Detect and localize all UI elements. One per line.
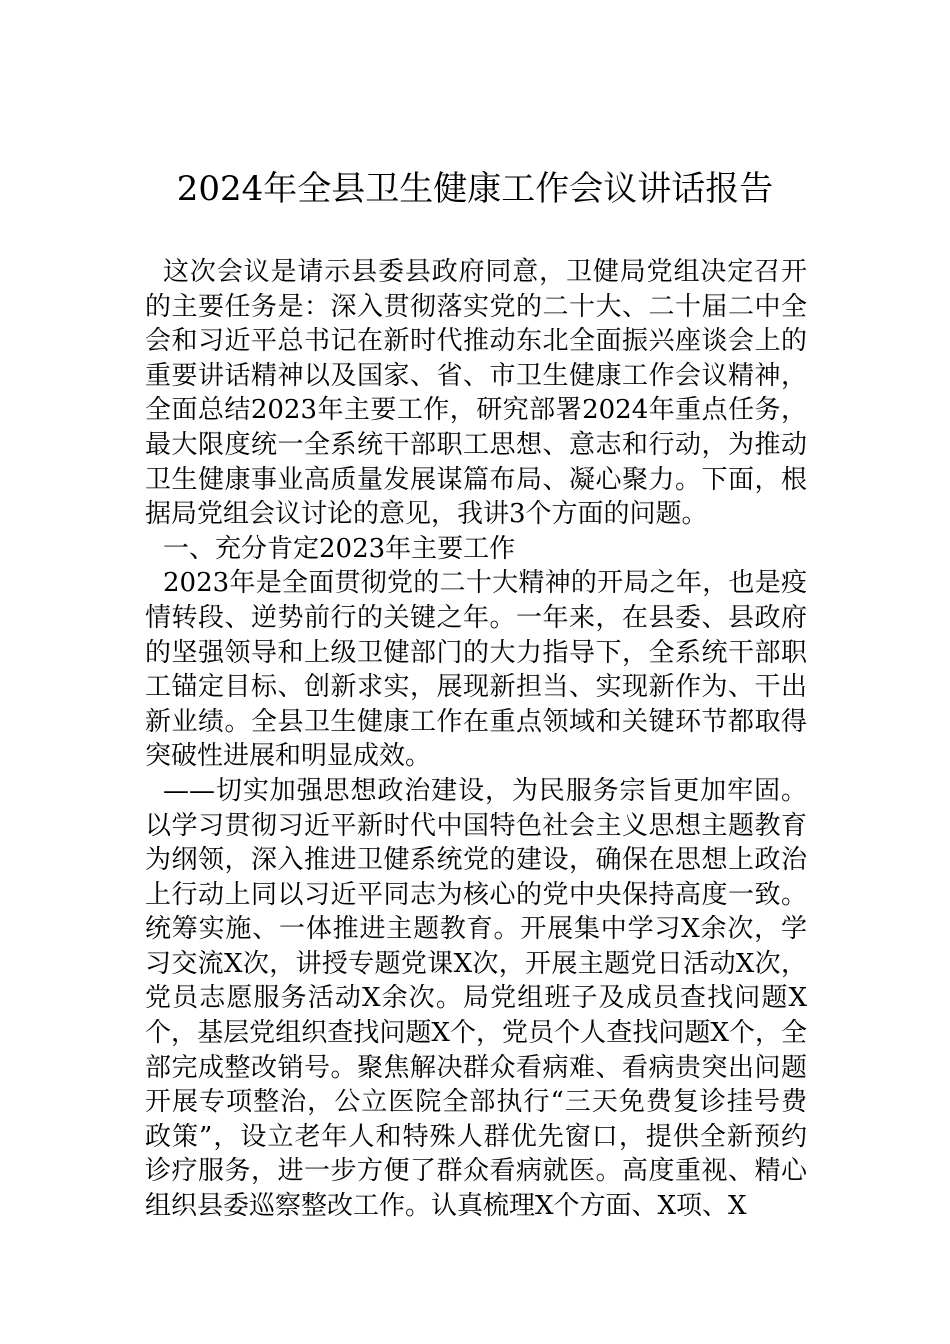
intro-paragraph: 这次会议是请示县委县政府同意，卫健局党组决定召开的主要任务是：深入贯彻落实党的二十大、二十届二中全会和习近平总书记在新时代推动东北全面振兴座谈会上的重要讲话精神以及国家、省、市卫生健康工作会议精神，全面总结2023年主要工作，研究部署2024年重点任务，最大限度统一全系统干部职工思想、意志和行动，为推动卫生健康事业高质量发展谋篇布局、凝心聚力。下面，根据局党组会议讨论的意见，我讲3个方面的问题。 bbox=[145, 257, 807, 530]
document-body bbox=[145, 255, 807, 1224]
summary-paragraph: 2023年是全面贯彻党的二十大精神的开局之年，也是疫情转段、逆势前行的关键之年。一年来，在县委、县政府的坚强领导和上级卫健部门的大力指导下，全系统干部职工锚定目标、创新求实，展现新担当、实现新作为、干出新业绩。全县卫生健康工作在重点领域和关键环节都取得突破性进展和明显成效。 bbox=[145, 568, 807, 772]
document-title: 2024年全县卫生健康工作会议讲话报告 bbox=[176, 169, 774, 209]
political-construction-paragraph: ——切实加强思想政治建设，为民服务宗旨更加牢固。以学习贯彻习近平新时代中国特色社会主义思想主题教育为纲领，深入推进卫健系统党的建设，确保在思想上政治上行动上同以习近平同志为核心的党中央保持高度一致。统筹实施、一体推进主题教育。开展集中学习X余次，学习交流X次，讲授专题党课X次，开展主题党日活动X次，党员志愿服务活动X余次。局党组班子及成员查找问题X个，基层党组织查找问题X个，党员个人查找问题X个，全部完成整改销号。聚焦解决群众看病难、看病贵突出问题开展专项整治，公立医院全部执行“三天免费复诊挂号费政策”，设立老年人和特殊人群优先窗口，提供全新预约诊疗服务，进一步方便了群众看病就医。高度重视、精心组织县委巡察整改工作。认真梳理X个方面、X项、X bbox=[145, 775, 807, 1222]
section-heading: 一、充分肯定2023年主要工作 bbox=[163, 533, 516, 564]
